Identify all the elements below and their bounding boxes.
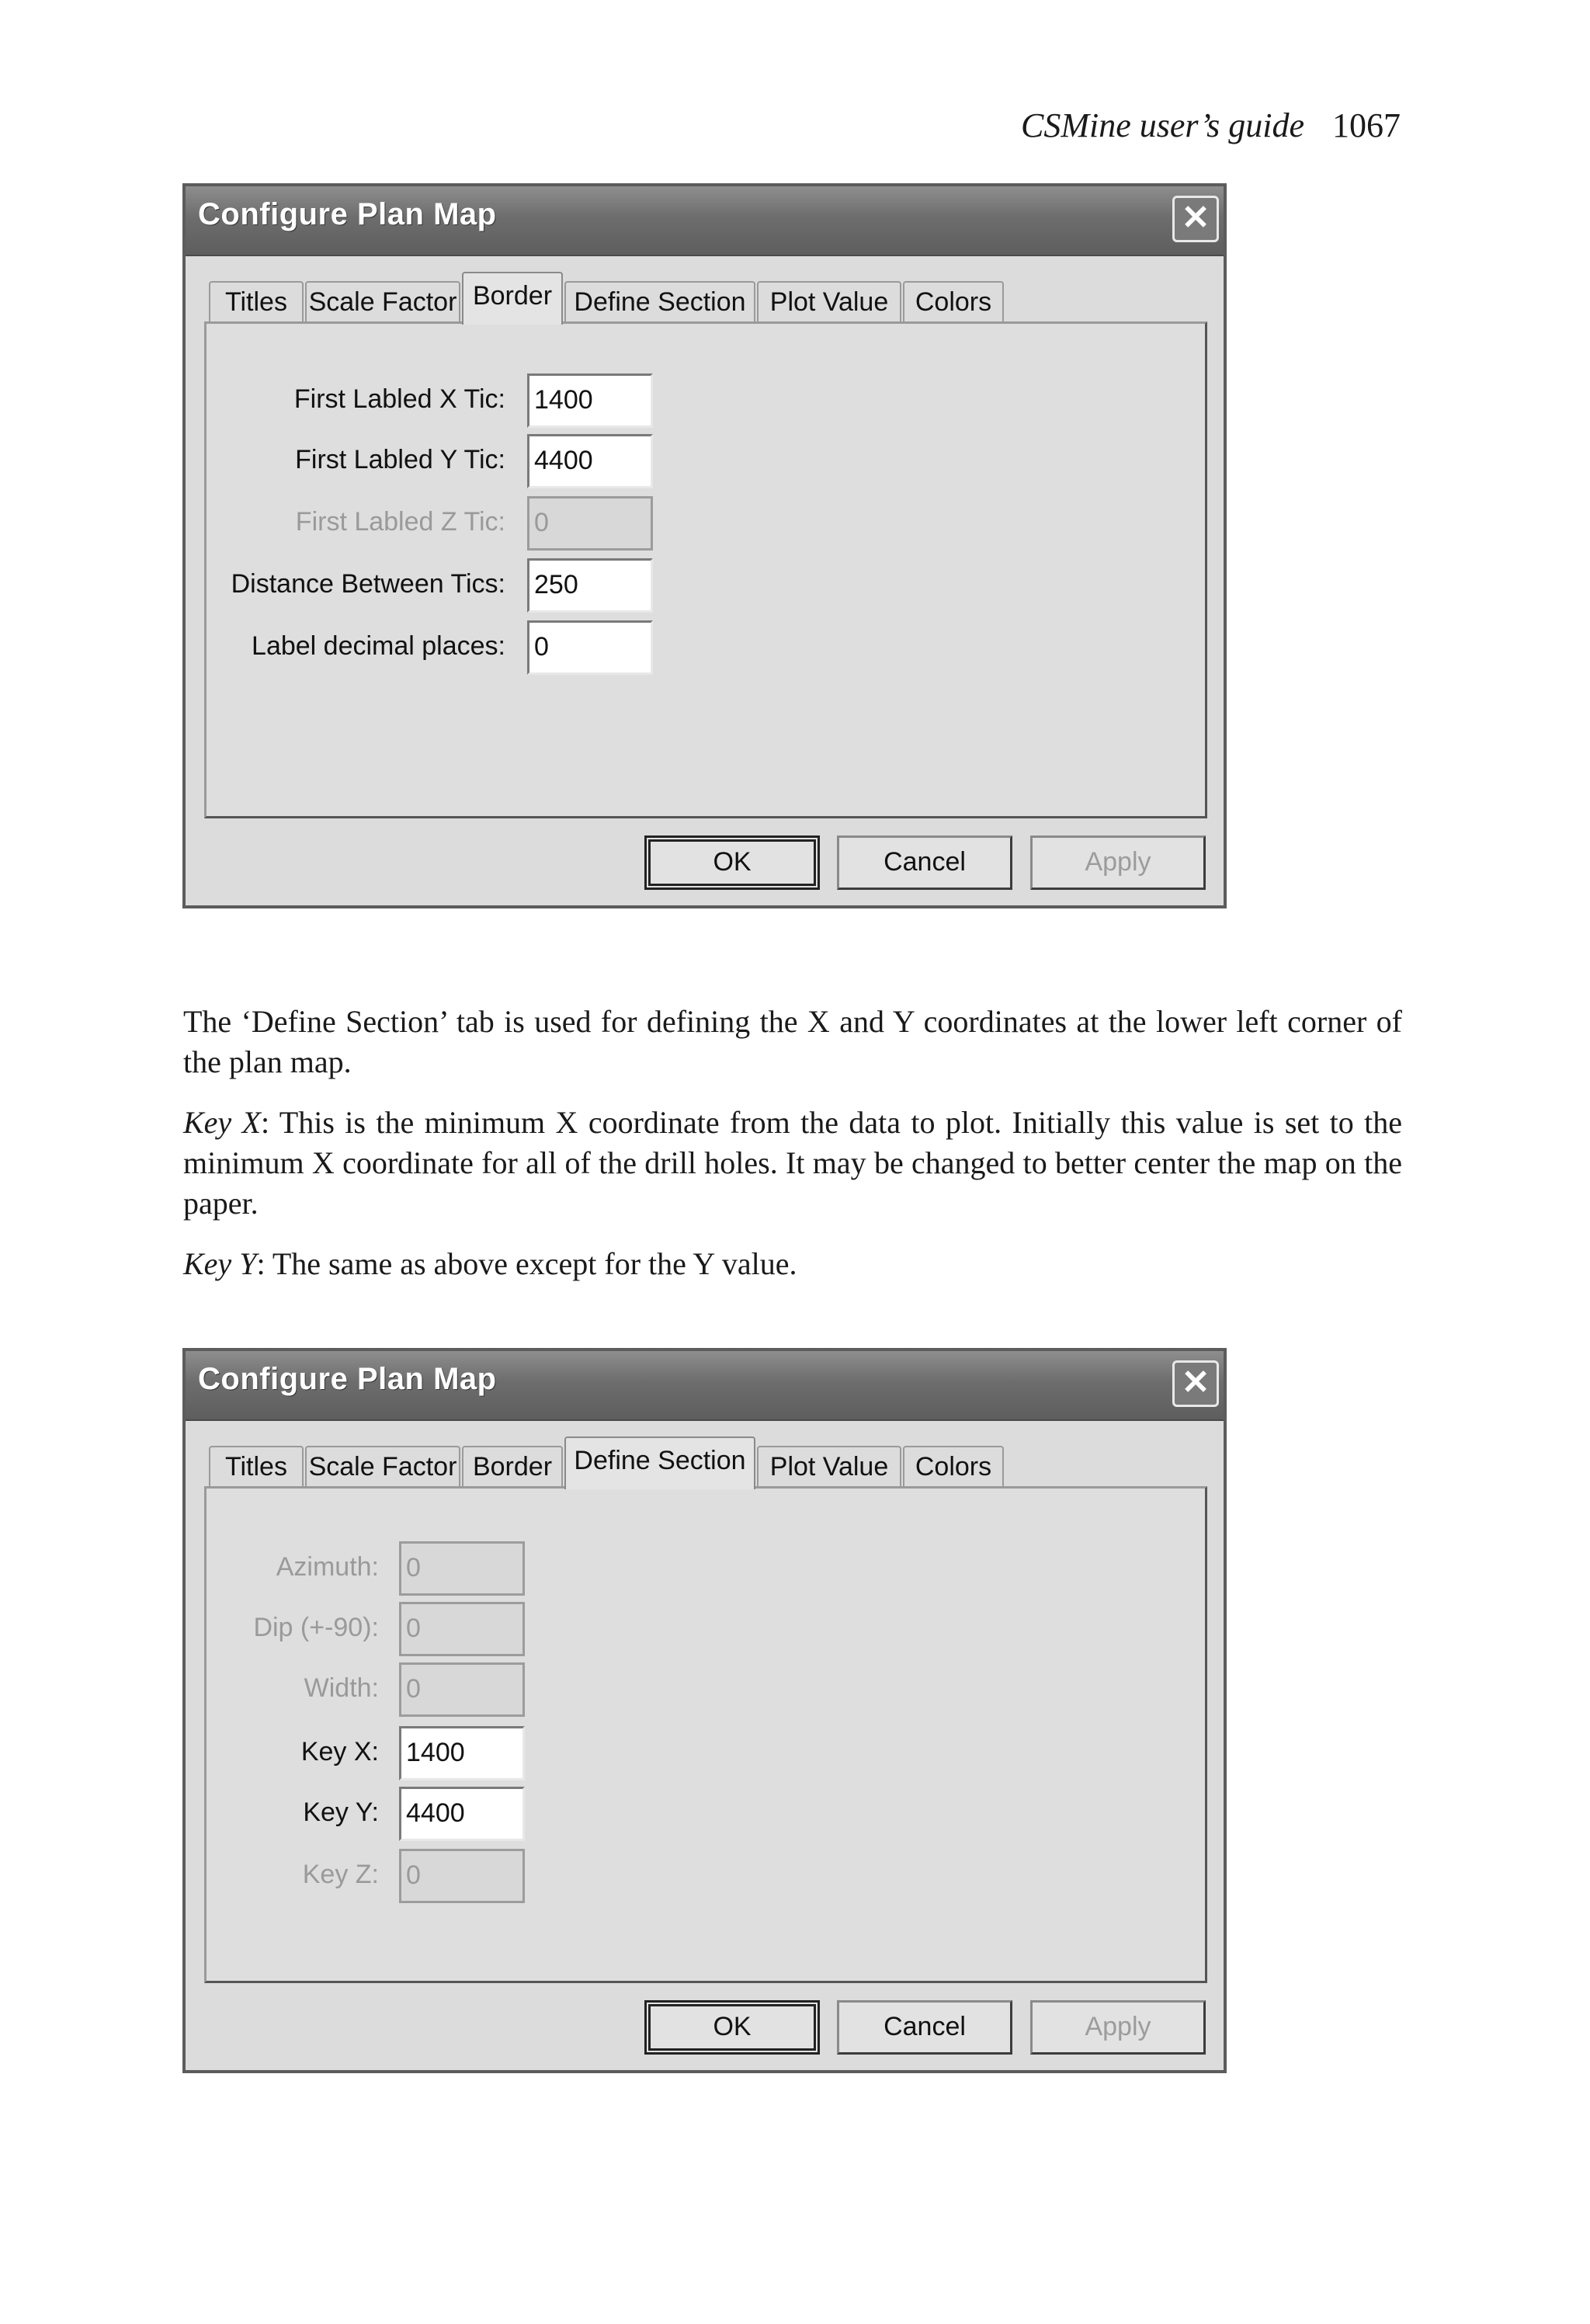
tab-panel-border xyxy=(204,321,1207,818)
first-z-tic-input: 0 xyxy=(527,496,653,551)
dip-input: 0 xyxy=(399,1602,525,1656)
close-button[interactable]: ✕ xyxy=(1172,1360,1219,1407)
cancel-button[interactable]: Cancel xyxy=(837,835,1012,890)
dialog-title: Configure Plan Map xyxy=(198,1362,497,1396)
azimuth-label: Azimuth: xyxy=(276,1552,379,1582)
key-z-input: 0 xyxy=(399,1849,525,1903)
apply-button: Apply xyxy=(1030,2000,1206,2055)
width-input: 0 xyxy=(399,1662,525,1717)
dialog-titlebar xyxy=(186,186,1224,256)
first-z-tic-label: First Labled Z Tic: xyxy=(295,507,505,537)
tab-titles[interactable]: Titles xyxy=(209,281,304,323)
tab-plot-value[interactable]: Plot Value xyxy=(757,1446,901,1488)
label-decimal-places-input[interactable]: 0 xyxy=(527,620,653,675)
tab-border[interactable]: Border xyxy=(462,1446,563,1488)
configure-plan-map-dialog-define-section xyxy=(182,1348,1227,2073)
running-head xyxy=(932,104,1401,148)
first-y-tic-input[interactable]: 4400 xyxy=(527,434,653,488)
close-button[interactable]: ✕ xyxy=(1172,196,1219,242)
azimuth-input: 0 xyxy=(399,1541,525,1596)
dialog-title: Configure Plan Map xyxy=(198,197,497,231)
first-y-tic-label: First Labled Y Tic: xyxy=(295,445,505,474)
term-key-y: Key Y xyxy=(183,1246,257,1281)
key-x-description: : This is the minimum X coordinate from the data to plot. Initially this value is set to the minimum X coordinate for all of the drill holes. It may be changed to better center the map on the paper. xyxy=(183,1105,1403,1221)
paragraph-key-y xyxy=(183,1244,1402,1284)
paragraph-key-x xyxy=(183,1103,1402,1224)
key-y-description: : The same as above except for the Y value. xyxy=(256,1246,797,1281)
tab-define-section[interactable]: Define Section xyxy=(564,281,755,323)
ok-button[interactable]: OK xyxy=(644,2000,820,2055)
term-key-x: Key X xyxy=(183,1105,262,1140)
distance-between-tics-input[interactable]: 250 xyxy=(527,558,653,613)
apply-button: Apply xyxy=(1030,835,1206,890)
tab-scale-factor[interactable]: Scale Factor xyxy=(305,281,460,323)
tab-define-section[interactable]: Define Section xyxy=(564,1436,755,1489)
key-y-input[interactable]: 4400 xyxy=(399,1787,525,1841)
cancel-button[interactable]: Cancel xyxy=(837,2000,1012,2055)
paragraph-define-section: The ‘Define Section’ tab is used for defining the X and Y coordinates at the lower left corner of the plan map. xyxy=(183,1004,1402,1079)
distance-between-tics-label: Distance Between Tics: xyxy=(231,569,505,599)
dialog-titlebar xyxy=(186,1351,1224,1421)
tab-scale-factor[interactable]: Scale Factor xyxy=(305,1446,460,1488)
tab-strip xyxy=(209,272,1203,323)
page-number: 1067 xyxy=(1332,106,1401,144)
dip-label: Dip (+-90): xyxy=(253,1613,379,1642)
tab-border[interactable]: Border xyxy=(462,272,563,325)
tab-colors[interactable]: Colors xyxy=(903,1446,1004,1488)
first-x-tic-label: First Labled X Tic: xyxy=(293,384,505,414)
key-x-label: Key X: xyxy=(300,1737,379,1766)
tab-plot-value[interactable]: Plot Value xyxy=(757,281,901,323)
key-x-input[interactable]: 1400 xyxy=(399,1726,525,1780)
width-label: Width: xyxy=(304,1673,379,1703)
key-z-label: Key Z: xyxy=(302,1860,379,1889)
tab-strip xyxy=(209,1436,1203,1488)
tab-panel-define-section xyxy=(204,1486,1207,1983)
running-head-title: CSMine user’s guide xyxy=(1020,106,1304,144)
label-decimal-places-label: Label decimal places: xyxy=(252,631,505,661)
ok-button[interactable]: OK xyxy=(644,835,820,890)
key-y-label: Key Y: xyxy=(303,1798,379,1827)
tab-colors[interactable]: Colors xyxy=(903,281,1004,323)
tab-titles[interactable]: Titles xyxy=(209,1446,304,1488)
configure-plan-map-dialog-border xyxy=(182,183,1227,908)
first-x-tic-input[interactable]: 1400 xyxy=(527,373,653,428)
